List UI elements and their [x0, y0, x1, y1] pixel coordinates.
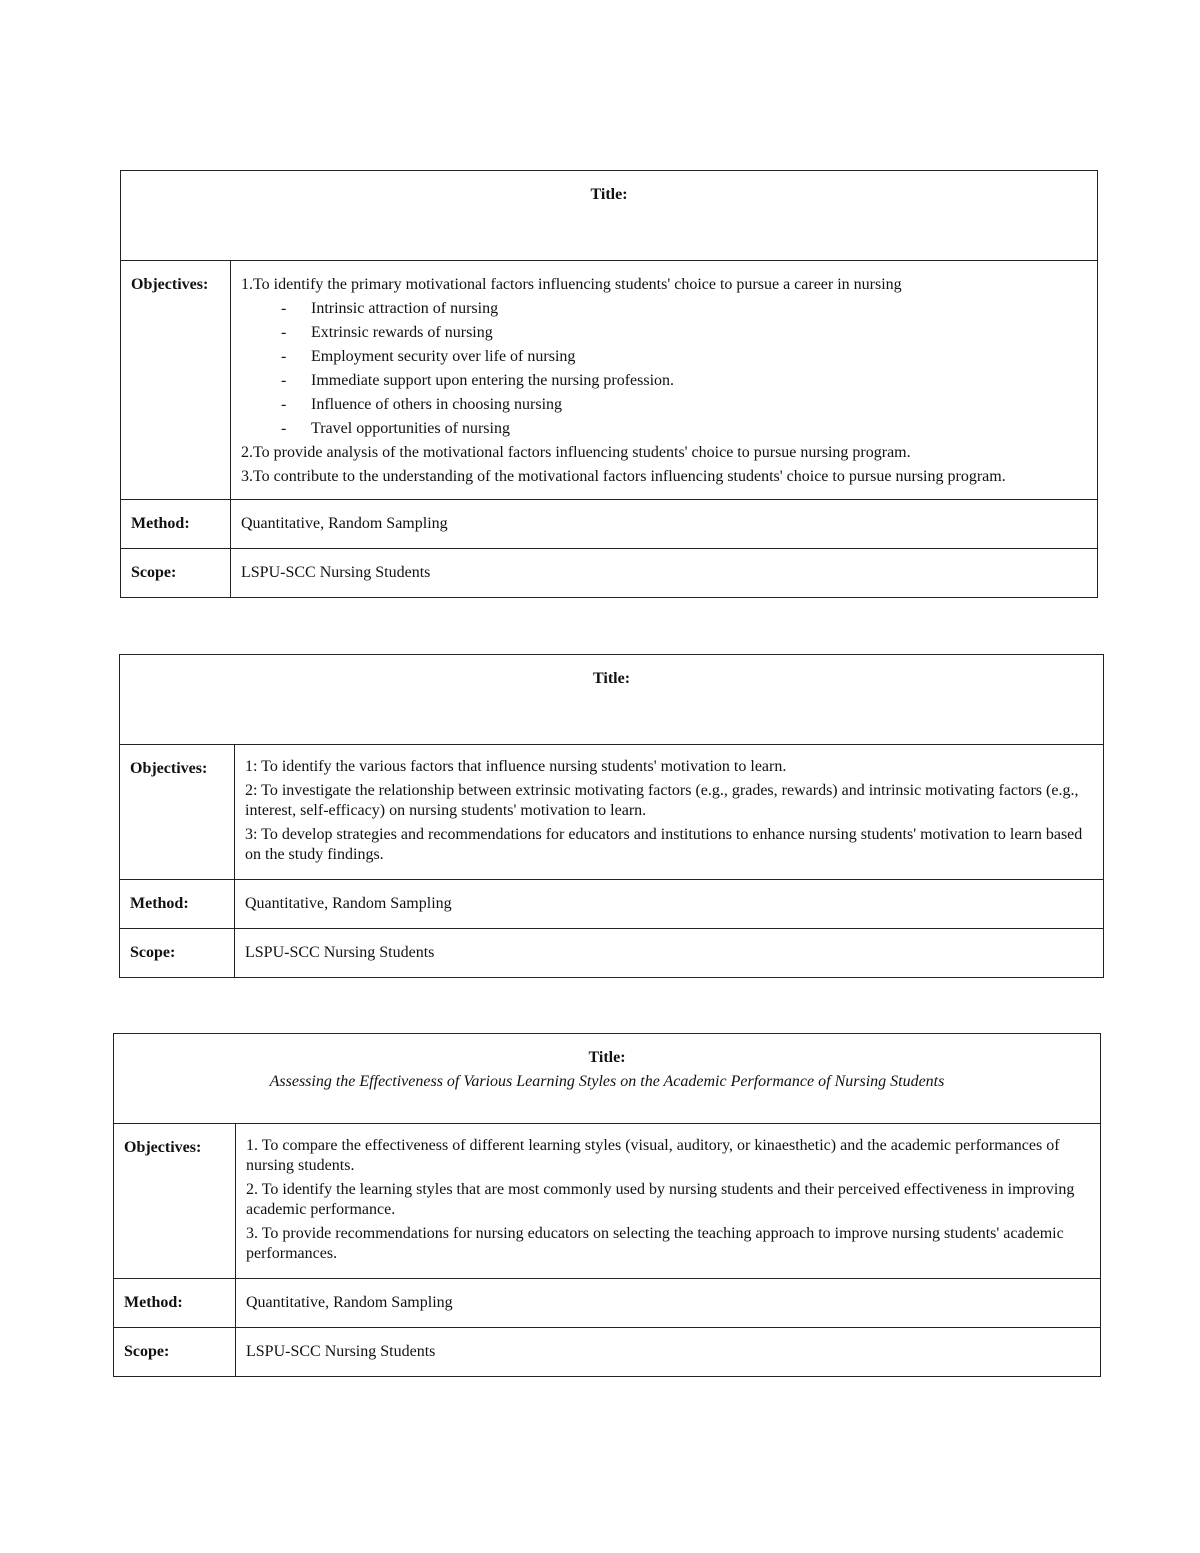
objective-2: 2. To identify the learning styles that are most commonly used by nursing students and their perceived effectiveness in improving academic performance. [246, 1181, 1075, 1218]
title-text: Assessing the Effectiveness of Various Learning Styles on the Academic Performance of Nursing Students [269, 1073, 945, 1090]
sub-item: - Employment security over life of nursing [281, 345, 1089, 369]
method-row [120, 880, 1104, 929]
scope-value: LSPU-SCC Nursing Students [236, 1328, 1101, 1377]
method-label: Method: [120, 880, 235, 929]
research-table-2 [119, 654, 1104, 978]
title-row [114, 1034, 1101, 1124]
objectives-content [236, 1124, 1101, 1279]
method-value: Quantitative, Random Sampling [235, 880, 1104, 929]
objectives-label: Objectives: [114, 1124, 236, 1279]
title-row [120, 655, 1104, 745]
title-cell [114, 1034, 1101, 1124]
objective-2: 2: To investigate the relationship between extrinsic motivating factors (e.g., grades, rewards) and intrinsic motivating factors (e.g., interest, self-efficacy) on nursing students' motivation to learn. [245, 782, 1079, 819]
method-row [121, 500, 1098, 549]
objectives-row [114, 1124, 1101, 1279]
scope-label: Scope: [120, 929, 235, 978]
method-label: Method: [114, 1279, 236, 1328]
objective-2: 2.To provide analysis of the motivational factors influencing students' choice to pursue nursing program. [241, 444, 911, 461]
objective-1: 1: To identify the various factors that influence nursing students' motivation to learn. [245, 758, 787, 775]
research-table-3 [113, 1033, 1101, 1377]
scope-label: Scope: [114, 1328, 236, 1377]
objectives-content [235, 745, 1104, 880]
sub-item: - Immediate support upon entering the nursing profession. [281, 369, 1089, 393]
scope-value: LSPU-SCC Nursing Students [235, 929, 1104, 978]
objectives-label: Objectives: [120, 745, 235, 880]
scope-row [121, 549, 1098, 598]
title-label: Title: [592, 670, 631, 687]
scope-value: LSPU-SCC Nursing Students [231, 549, 1098, 598]
objective-1: 1. To compare the effectiveness of different learning styles (visual, auditory, or kinaesthetic) and the academic performances of nursing students. [246, 1137, 1060, 1174]
objective-3: 3. To provide recommendations for nursing educators on selecting the teaching approach to improve nursing students' academic performances. [246, 1225, 1064, 1262]
objectives-label: Objectives: [121, 261, 231, 500]
title-cell [121, 171, 1098, 261]
method-value: Quantitative, Random Sampling [236, 1279, 1101, 1328]
research-table-1 [120, 170, 1098, 598]
title-cell [120, 655, 1104, 745]
method-row [114, 1279, 1101, 1328]
sub-item: - Influence of others in choosing nursing [281, 393, 1089, 417]
objectives-row [121, 261, 1098, 500]
sub-item: - Extrinsic rewards of nursing [281, 321, 1089, 345]
scope-label: Scope: [121, 549, 231, 598]
objective-3: 3: To develop strategies and recommendations for educators and institutions to enhance nursing students' motivation to learn based on the study findings. [245, 826, 1083, 863]
method-label: Method: [121, 500, 231, 549]
objective-3: 3.To contribute to the understanding of the motivational factors influencing students' choice to pursue nursing program. [241, 468, 1006, 485]
objective-1: 1.To identify the primary motivational factors influencing students' choice to pursue a career in nursing [241, 276, 902, 293]
scope-row [120, 929, 1104, 978]
title-row [121, 171, 1098, 261]
method-value: Quantitative, Random Sampling [231, 500, 1098, 549]
sub-item: - Travel opportunities of nursing [281, 417, 1089, 441]
sub-item: - Intrinsic attraction of nursing [281, 297, 1089, 321]
scope-row [114, 1328, 1101, 1377]
objective-sub-list [241, 297, 1089, 441]
title-label: Title: [588, 1049, 626, 1066]
objectives-content [231, 261, 1098, 500]
title-label: Title: [590, 186, 628, 203]
objectives-row [120, 745, 1104, 880]
